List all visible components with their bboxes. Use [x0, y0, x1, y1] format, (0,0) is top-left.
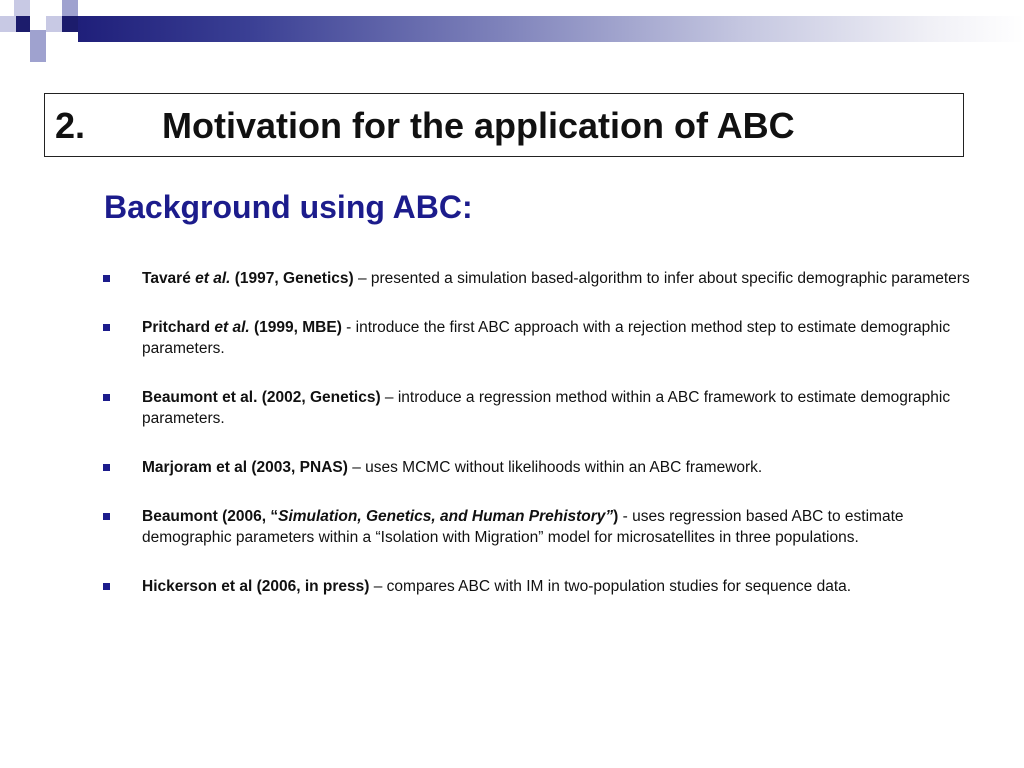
citation-author: Beaumont et al. (2002, Genetics): [142, 389, 381, 406]
citation-source: (1999, MBE): [249, 319, 342, 336]
bullet-marker: [103, 464, 110, 471]
citation-etal: et al.: [214, 319, 250, 336]
decoration-square: [30, 30, 46, 46]
list-item: [100, 576, 990, 597]
bullet-marker: [103, 275, 110, 282]
decoration-square: [46, 16, 62, 32]
decoration-square: [14, 0, 30, 16]
title-box: [44, 93, 964, 157]
citation-author: Hickerson et al (2006, in press): [142, 578, 370, 595]
list-item: [100, 457, 990, 478]
list-item: [100, 268, 990, 289]
citation-description: – uses MCMC without likelihoods within an ABC framework.: [347, 459, 763, 476]
list-item: [100, 317, 990, 359]
citation-title: Simulation, Genetics, and Human Prehistory”: [278, 508, 614, 525]
citation-author: Beaumont (2006, “: [142, 508, 279, 525]
bullet-marker: [103, 324, 110, 331]
decoration-square: [0, 16, 16, 32]
bullet-marker: [103, 394, 110, 401]
citation-close: ): [613, 508, 619, 525]
citation-etal: et al.: [195, 270, 231, 287]
bullet-list: [100, 268, 990, 625]
citation-description: – presented a simulation based-algorithm to infer about specific demographic parameters: [353, 270, 970, 287]
decoration-square: [62, 0, 78, 16]
citation-description: - uses regression based ABC to estimate demographic parameters within a “Isolation with Migration” model for microsatellites in three populations.: [142, 508, 904, 546]
citation-description: – compares ABC with IM in two-population studies for sequence data.: [369, 578, 852, 595]
citation-author: Tavaré: [142, 270, 196, 287]
page-title: Motivation for the application of ABC: [162, 105, 795, 146]
decoration-square: [30, 46, 46, 62]
bullet-marker: [103, 583, 110, 590]
citation-author: Pritchard: [142, 319, 215, 336]
citation-description: - introduce the first ABC approach with a rejection method step to estimate demographic parameters.: [142, 319, 951, 357]
section-heading: Background using ABC:: [104, 189, 473, 225]
list-item: [100, 506, 990, 548]
citation-author: Marjoram et al (2003, PNAS): [142, 459, 348, 476]
citation-source: (1997, Genetics): [230, 270, 354, 287]
citation-description: – introduce a regression method within a ABC framework to estimate demographic parameters.: [142, 389, 951, 427]
list-item: [100, 387, 990, 429]
title-number: 2.: [55, 105, 86, 146]
decoration-square: [14, 16, 30, 32]
header-decoration-bar: [78, 16, 1024, 42]
bullet-marker: [103, 513, 110, 520]
decoration-square: [62, 16, 78, 32]
